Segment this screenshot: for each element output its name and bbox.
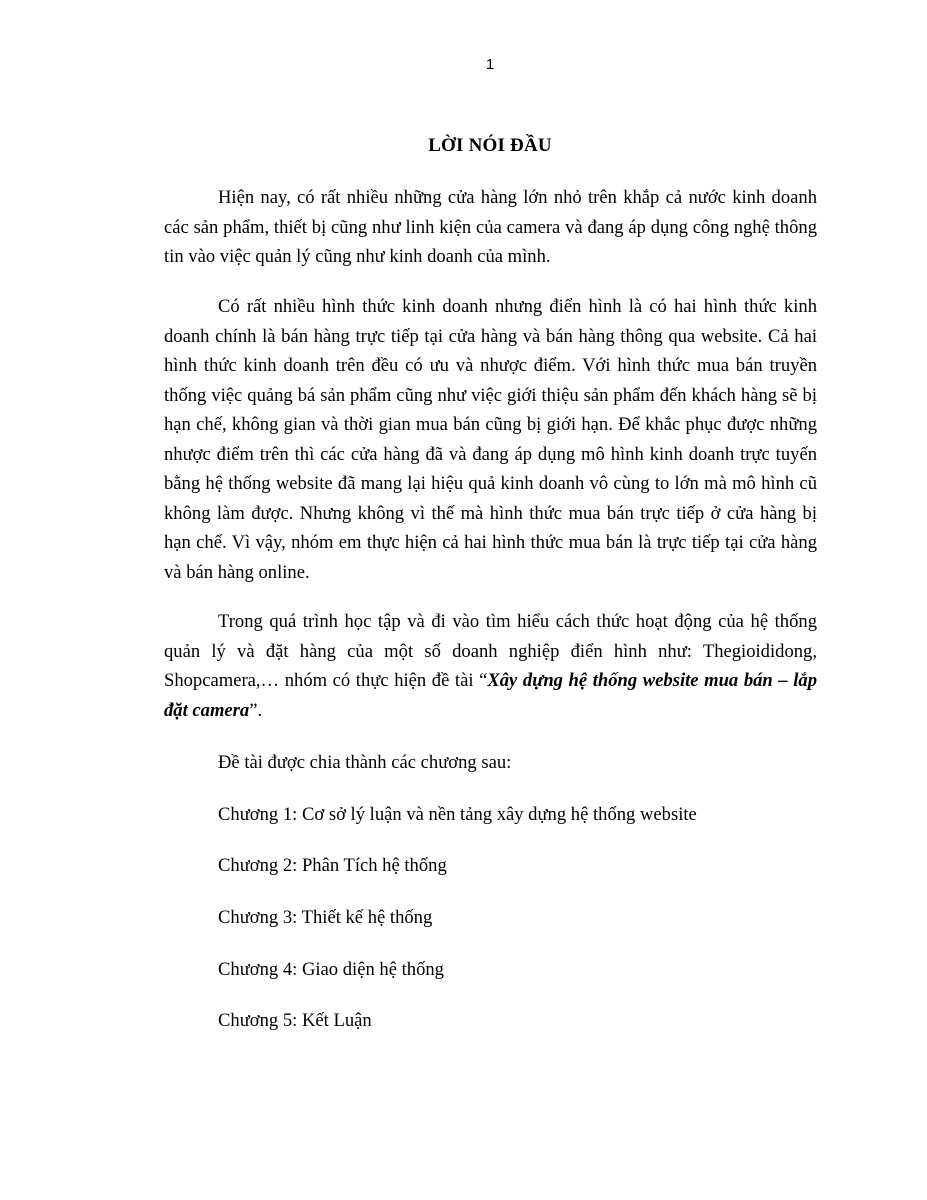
paragraph-business-forms: Có rất nhiều hình thức kinh doanh nhưng điển hình là có hai hình thức kinh doanh chính là bán hàng trực tiếp tại cửa hàng và bán hàng thông qua website. Cả hai hình thức kinh doanh trên đều có ưu và nhược điểm. Với hình thức mua bán truyền thống việc quảng bá sản phẩm cũng như việc giới thiệu sản phẩm đến khách hàng sẽ bị hạn chế, không gian và thời gian mua bán cũng bị giới hạn. Để khắc phục được những nhược điểm trên thì các cửa hàng đã và đang áp dụng mô hình kinh doanh trực tuyến bằng hệ thống website đã mang lại hiệu quả kinh doanh vô cùng to lớn mà mô hình cũ không làm được. Nhưng không vì thế mà hình thức mua bán trực tiếp ở cửa hàng bị hạn chế. Vì vậy, nhóm em thực hiện cả hai hình thức mua bán là trực tiếp tại cửa hàng và bán hàng online. [164, 296, 817, 583]
paragraph-topic [164, 607, 817, 725]
paragraph-topic-lead: Trong quá trình học tập và đi vào tìm hiểu cách thức hoạt động của hệ thống quản lý và đặt hàng của một số doanh nghiệp điển hình như: Thegioididong, Shopcamera,… nhóm có thực hiện đề tài “ [164, 611, 817, 691]
chapter-item-2: Chương 2: Phân Tích hệ thống [218, 855, 447, 876]
paragraph-topic-tail: ”. [249, 699, 263, 721]
paragraph-intro: Hiện nay, có rất nhiều những cửa hàng lớn nhỏ trên khắp cả nước kinh doanh các sản phẩm, thiết bị cũng như linh kiện của camera và đang áp dụng công nghệ thông tin vào việc quản lý cũng như kinh doanh của mình. [164, 187, 817, 267]
page-title: LỜI NÓI ĐẦU [428, 135, 552, 156]
chapter-item-4: Chương 4: Giao diện hệ thống [218, 959, 444, 980]
topic-title: Xây dựng hệ thống website mua bán – lắp đặt camera [164, 670, 817, 721]
page-number: 1 [485, 56, 495, 73]
chapter-item-5: Chương 5: Kết Luận [218, 1010, 372, 1031]
chapters-intro: Đề tài được chia thành các chương sau: [218, 752, 512, 773]
chapter-item-3: Chương 3: Thiết kế hệ thống [218, 907, 433, 928]
chapter-item-1: Chương 1: Cơ sở lý luận và nền tảng xây dựng hệ thống website [218, 804, 697, 825]
